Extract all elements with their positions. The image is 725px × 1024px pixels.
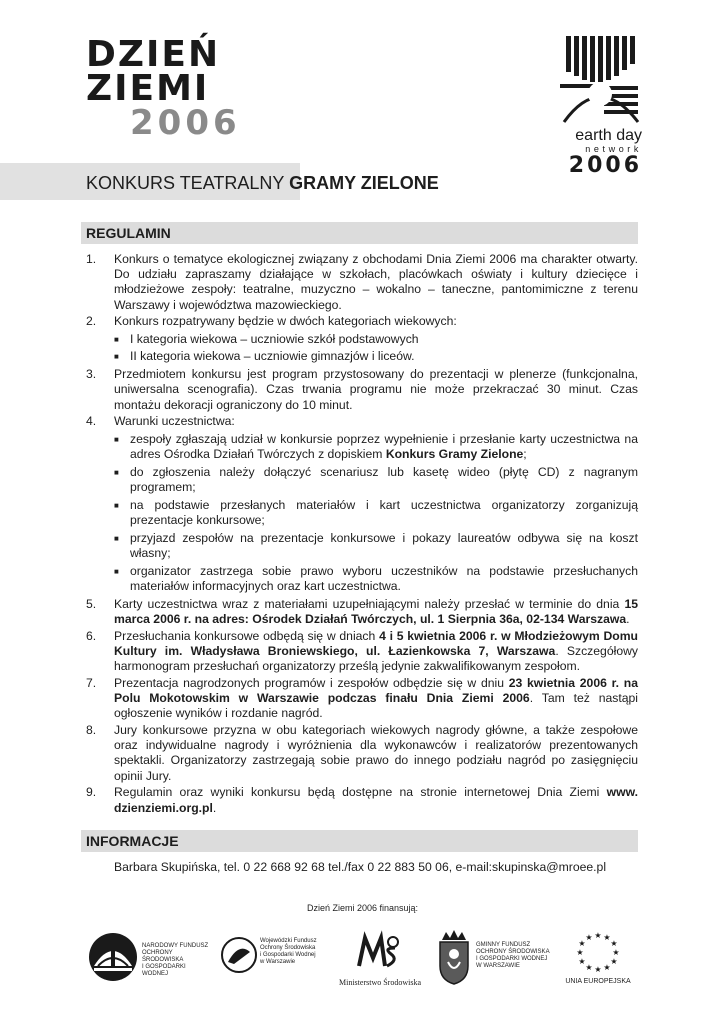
- gfosigw-line: OCHRONY ŚRODOWISKA: [476, 949, 550, 955]
- svg-text:★: ★: [594, 965, 602, 974]
- rule-text-part: .: [212, 800, 217, 815]
- rule-5: [86, 597, 638, 627]
- rule-number: 6.: [86, 628, 97, 643]
- svg-text:★: ★: [612, 948, 620, 957]
- rule-7: [86, 676, 638, 722]
- rule-text-part: Przesłuchania konkursowe odbędą się w dniach: [114, 628, 380, 643]
- rule-4: [86, 414, 638, 429]
- wfosigw-line: w Warszawie: [260, 959, 296, 965]
- list-item: [114, 332, 638, 347]
- sponsor-eu: [560, 930, 636, 992]
- earth-day-network-logo: [560, 32, 642, 182]
- list-item: [114, 465, 638, 495]
- rule-text-part: .: [626, 611, 630, 626]
- rule-number: 5.: [86, 596, 97, 611]
- gfosigw-line: GMINNY FUNDUSZ: [476, 942, 531, 948]
- list-item: [114, 498, 638, 528]
- rule-text: [114, 629, 638, 675]
- rule-text: [114, 597, 638, 627]
- sponsor-nfosigw: [88, 930, 208, 992]
- section-regulamin: [81, 222, 638, 244]
- svg-text:★: ★: [585, 933, 593, 942]
- nfosigw-logo-icon: [88, 932, 138, 982]
- gfosigw-name: [476, 942, 556, 970]
- list-item-text: I kategoria wiekowa – uczniowie szkół podstawowych: [130, 331, 419, 346]
- sunburst-icon: [560, 32, 642, 124]
- list-item: [114, 432, 638, 462]
- svg-text:★: ★: [578, 957, 586, 966]
- rule-number: 2.: [86, 314, 97, 329]
- logo-line-2: ZIEMI: [86, 68, 210, 109]
- rule-8: [86, 723, 638, 784]
- rule-text: Konkurs o tematyce ekologicznej związany z obchodami Dnia Ziemi 2006 ma charakter otwarty. Do udziału zapraszamy działające w szkołach, placówkach oświaty i kultury dziecięce i młodzieżowe zespoły: teatralne, muzyczno – wokalno – taneczne, pantomimiczne z terenu Warszawy i województwa mazowieckiego.: [114, 252, 638, 312]
- svg-text:★: ★: [576, 948, 584, 957]
- wfosigw-line: Ochrony Środowiska: [260, 945, 316, 951]
- eu-stars-icon: [573, 930, 623, 976]
- warsaw-coat-of-arms-icon: [436, 930, 472, 986]
- list-item: [114, 531, 638, 561]
- list-item-text-part: ;: [523, 446, 527, 461]
- website-link[interactable]: www. dzienziemi.org.pl: [114, 785, 638, 815]
- rule-number: 9.: [86, 785, 97, 800]
- rule-text: Przedmiotem konkursu jest program przystosowany do prezentacji w plenerze (funkcjonalna, uniwersalna scenografia). Czas trwania programu nie może przekraczać 30 minut. Czas montażu dekoracji ograniczony do 10 minut.: [114, 367, 638, 412]
- rule-text: [114, 785, 638, 815]
- ministry-name: Ministerstwo Środowiska: [339, 978, 421, 987]
- list-item-text: do zgłoszenia należy dołączyć scenariusz lub kasetę wideo (płytę CD) z nagranym programem;: [130, 464, 638, 494]
- rule-text: Warunki uczestnictwa:: [114, 414, 235, 429]
- deadline-address: 15 marca 2006 r. na adres: Ośrodek Działań Twórczych, ul. 1 Sierpnia 36a, 02-134 Warszawa: [114, 596, 638, 626]
- rule-text-part: Karty uczestnictwa wraz z materiałami uzupełniającymi należy przesłać w terminie do dnia: [114, 596, 625, 611]
- earth-day-year: 2006: [568, 153, 642, 178]
- ministry-logo-icon: [355, 930, 405, 974]
- bullet-icon: ■: [114, 467, 119, 477]
- bullet-icon: ■: [114, 334, 119, 344]
- wfosigw-name: [260, 938, 332, 966]
- section-informacje-title: INFORMACJE: [86, 833, 179, 849]
- rule-text: Konkurs rozpatrywany będzie w dwóch kategoriach wiekowych:: [114, 314, 457, 329]
- rule-text: [114, 676, 638, 722]
- svg-text:★: ★: [594, 931, 602, 940]
- title-part-1: KONKURS TEATRALNY: [86, 173, 285, 193]
- gfosigw-line: I GOSPODARKI WODNEJ: [476, 956, 548, 962]
- nfosigw-line: I GOSPODARKI WODNEJ: [142, 964, 186, 977]
- bullet-icon: ■: [114, 352, 119, 362]
- bullet-icon: ■: [114, 500, 119, 510]
- svg-text:★: ★: [578, 939, 586, 948]
- contact-info: Barbara Skupińska, tel. 0 22 668 92 68 tel./fax 0 22 883 50 06, e-mail:skupinska@mroee.pl: [114, 860, 607, 874]
- rule-text-part: . Tam też nastąpi ogłoszenie wyników i rozdanie nagród.: [114, 691, 638, 721]
- list-item-text: przyjazd zespołów na prezentacje konkursowe i pokazy laureatów odbywa się na koszt własny;: [130, 530, 638, 560]
- list-item-text: II kategoria wiekowa – uczniowie gimnazjów i liceów.: [130, 349, 415, 364]
- final-event: 23 kwietnia 2006 r. na Polu Mokotowskim w Warszawie podczas finału Dnia Ziemi 2006: [114, 675, 638, 706]
- audition-venue: 4 i 5 kwietnia 2006 r. w Młodzieżowym Domu Kultury im. Władysława Broniewskiego, ul. Łazienkowska 7, Warszawa: [114, 628, 638, 658]
- contest-name: Konkurs Gramy Zielone: [385, 446, 524, 461]
- rule-text: Jury konkursowe przyzna w obu kategoriach wiekowych nagrody główne, a także zespołowe oraz indywidualne nagrody i wyróżnienia dla wykonawców i realizatorów prezentowanych spektakli. Organizatorzy zastrzegają sobie prawo do innego podziału nagród po zasięgnięciu opinii Jury.: [114, 723, 638, 783]
- rule-number: 3.: [86, 367, 97, 382]
- bullet-icon: ■: [114, 533, 119, 543]
- svg-text:★: ★: [603, 963, 611, 972]
- title-part-2: GRAMY ZIELONE: [289, 173, 439, 193]
- svg-text:★: ★: [610, 957, 618, 966]
- list-item-text: na podstawie przesłanych materiałów i kart uczestnictwa organizatorzy zorganizują prezentacje konkursowe;: [130, 497, 638, 527]
- sponsor-wfosigw: [220, 930, 330, 992]
- sponsor-ministry: [328, 930, 432, 992]
- rule-text-part: Regulamin oraz wyniki konkursu będą dostępne na stronie internetowej Dnia Ziemi: [114, 785, 607, 800]
- dzien-ziemi-logo: [86, 34, 256, 148]
- nfosigw-name: [142, 943, 212, 978]
- bullet-icon: ■: [114, 566, 119, 576]
- list-item-text: [130, 432, 638, 462]
- bullet-icon: ■: [114, 434, 119, 444]
- rule-text-part: . Szczegółowy harmonogram przesłuchań organizatorzy prześlą jedynie zakwalifikowanym zespołom.: [114, 643, 638, 674]
- wfosigw-line: i Gospodarki Wodnej: [260, 952, 316, 958]
- logo-line-1: DZIEŃ: [86, 34, 221, 75]
- rule-number: 4.: [86, 414, 97, 429]
- list-item-text: organizator zastrzega sobie prawo wyboru uczestników na podstawie przesłuchanych materiałów informacyjnych oraz kart uczestnictwa.: [130, 563, 638, 593]
- wfosigw-line: Wojewódzki Fundusz: [260, 938, 317, 944]
- list-item: [114, 564, 638, 594]
- wfosigw-logo-icon: [220, 936, 258, 974]
- funding-label: Dzień Ziemi 2006 finansują:: [306, 903, 419, 913]
- rule-9: [86, 785, 638, 815]
- rule-text-part: Prezentacja nagrodzonych programów i zespołów odbędzie się w dniu: [114, 675, 509, 690]
- rule-number: 1.: [86, 252, 97, 266]
- list-item-text-part: zespoły zgłaszają udział w konkursie poprzez wypełnienie i przesłanie karty uczestnictwa na adres Ośrodka Działań Twórczych z dopiskiem: [130, 431, 638, 461]
- nfosigw-line: OCHRONY ŚRODOWISKA: [142, 950, 184, 963]
- sponsor-gfosigw: [436, 930, 554, 992]
- logo-year: 2006: [130, 103, 241, 143]
- rule-number: 7.: [86, 675, 97, 690]
- nfosigw-line: NARODOWY FUNDUSZ: [142, 943, 209, 949]
- rule-1: [86, 252, 638, 313]
- rule-2: [86, 314, 638, 329]
- svg-text:★: ★: [585, 963, 593, 972]
- svg-text:★: ★: [610, 939, 618, 948]
- network-text: network: [585, 144, 642, 154]
- eu-name: UNIA EUROPEJSKA: [565, 978, 631, 985]
- rules-list: [86, 252, 638, 817]
- earth-day-text: earth day: [575, 127, 642, 144]
- section-regulamin-title: REGULAMIN: [86, 225, 171, 241]
- section-informacje: [81, 830, 638, 852]
- rule-6: [86, 629, 638, 675]
- rule-number: 8.: [86, 723, 97, 738]
- gfosigw-line: W WARSZAWIE: [476, 963, 520, 969]
- page-title: [86, 172, 439, 194]
- list-item: [114, 349, 638, 364]
- svg-text:★: ★: [603, 933, 611, 942]
- rule-3: [86, 367, 638, 413]
